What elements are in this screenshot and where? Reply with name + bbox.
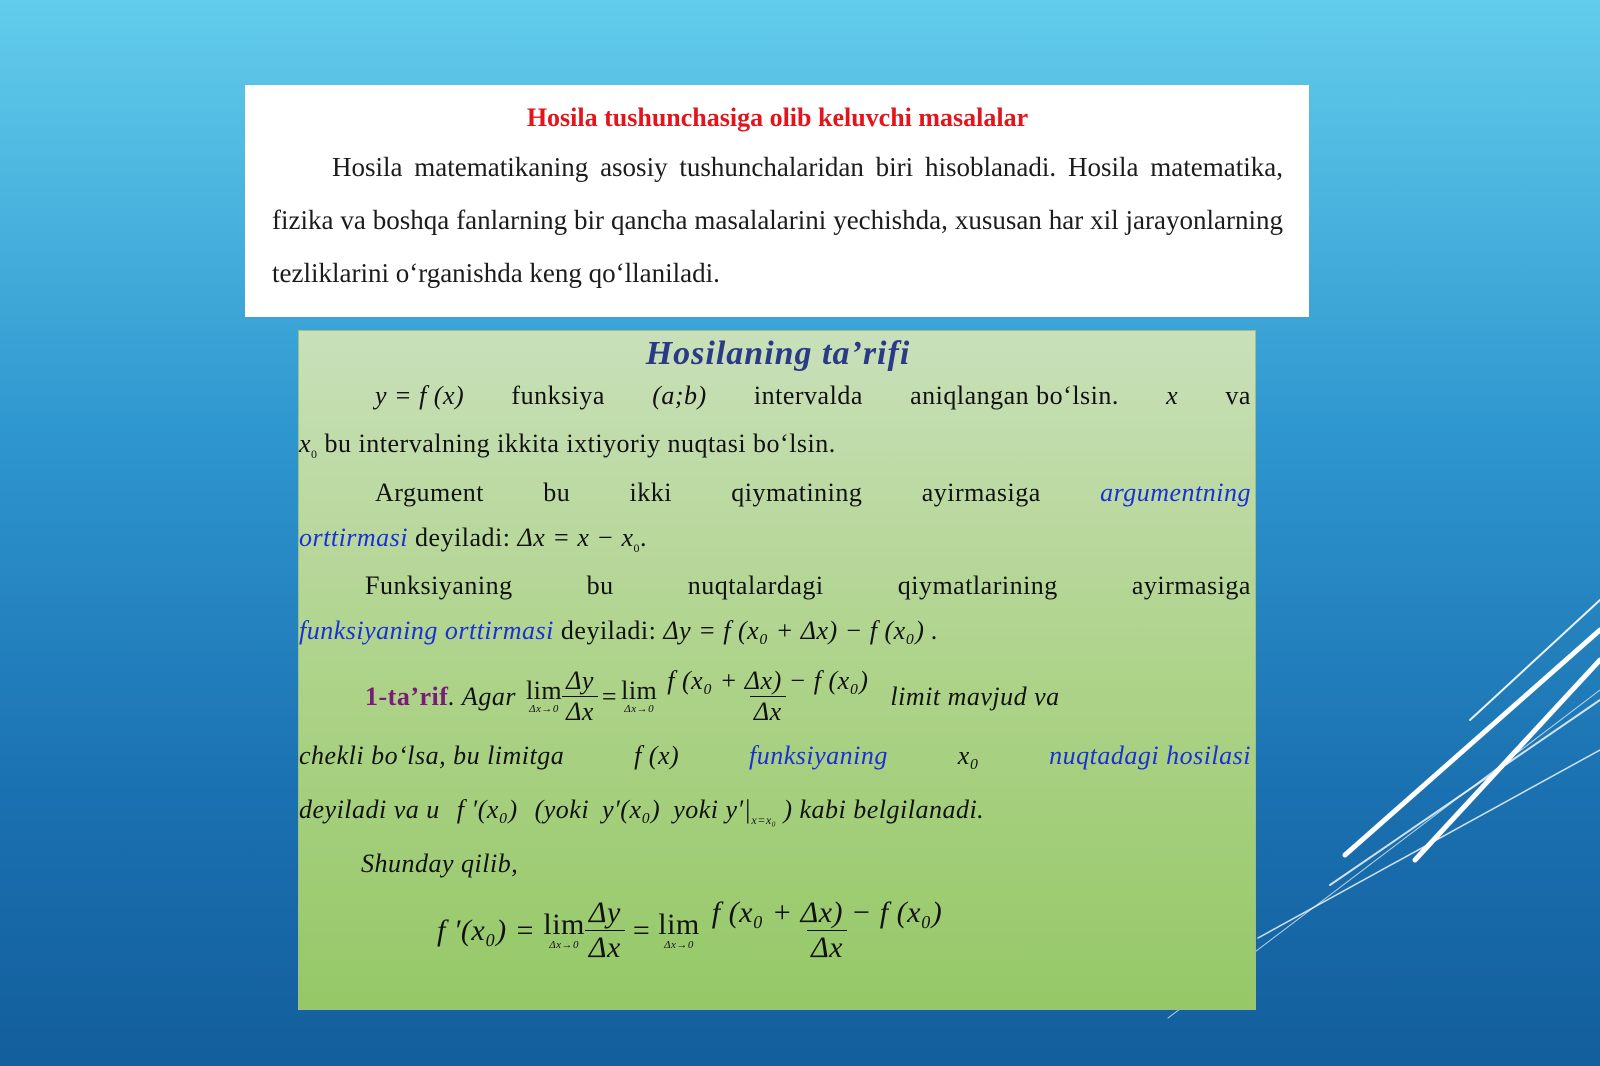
p1-line1	[299, 381, 1255, 411]
p4-line1	[299, 666, 1255, 727]
p5-text: Shunday qilib,	[361, 849, 519, 878]
p3-line2	[299, 616, 1255, 646]
dy-dx-fraction: $\frac{\Delta y}{\Delta x}$	[585, 896, 625, 965]
f-prime-lhs: f ′(x₀) =	[437, 913, 536, 947]
p4-text: (yoki	[534, 795, 590, 824]
derivative-formula	[299, 896, 1255, 965]
p4-tail: limit mavjud va	[890, 681, 1060, 711]
agar-text: . Agar	[448, 681, 516, 711]
argument-term-cont: orttirmasi	[299, 523, 409, 552]
p2-word: bu	[543, 478, 571, 507]
p2-word: Argument	[375, 478, 484, 507]
argument-term: argumentning	[1100, 478, 1251, 507]
intro-panel	[245, 85, 1309, 317]
difference-quotient: $\frac{\text{f (x₀ + Δx) − f (x₀)}}{\Delta x}$	[711, 896, 943, 964]
limit-operator: lim Δx→0	[658, 908, 700, 951]
p4-text: deyiladi va u	[299, 795, 440, 824]
definition-title: Hosilaning ta’rifi	[645, 335, 911, 372]
function-expr: y = f (x)	[375, 381, 465, 410]
f-prime-expr: f ′(x₀)	[456, 795, 518, 824]
delta-y-formula: Δy = f (x₀ + Δx) − f (x₀) .	[663, 616, 939, 645]
difference-quotient: $\frac{\text{f (x₀ + Δx) − f (x₀)}}{\Delta x}$	[667, 666, 869, 726]
p3-word: nuqtalardagi	[687, 571, 824, 600]
dy-dx-fraction: $\frac{\Delta y}{\Delta x}$	[562, 666, 598, 727]
p4-line2	[299, 741, 1255, 771]
y-prime-expr: y′(x₀)	[602, 795, 661, 824]
p1-line2: $x_0$ bu intervalning ikkita ixtiyoriy nuqtasi bo‘lsin.	[299, 429, 836, 462]
function-term: funksiyaning	[749, 741, 888, 770]
p2-line2: orttirmasi deyiladi: $\Delta x = x - x_0$.	[299, 523, 647, 556]
p2-line1	[299, 478, 1255, 508]
p2-word: qiymatining	[731, 478, 863, 507]
p2-rest: deyiladi:	[415, 523, 511, 552]
equals-sign: =	[632, 913, 651, 947]
x-var: x	[1166, 381, 1179, 410]
p3-word: qiymatlarining	[897, 571, 1058, 600]
p4-line3	[299, 795, 1255, 828]
period: .	[640, 523, 647, 552]
p3-rest: deyiladi:	[560, 616, 657, 645]
derivative-term: nuqtadagi hosilasi	[1049, 741, 1251, 770]
delta-x-formula: Δx = x − x	[517, 523, 634, 552]
p4-text: yoki y′|	[673, 795, 752, 824]
p1-word: funksiya	[511, 381, 605, 410]
p4-text: chekli bo‘lsa, bu limitga	[299, 741, 565, 770]
equals-sign: =	[601, 681, 618, 711]
intro-paragraph: Hosila matematikaning asosiy tushunchalaridan biri hisoblanadi. Hosila matematika, fizika va boshqa fanlarning bir qancha masalalarini yechishda, xususan har xil jarayonlarning tezliklarini o‘rganishda keng qo‘llaniladi.	[272, 152, 1283, 288]
limit-operator: lim Δx→0	[621, 676, 658, 715]
eval-subscript: x=x₀	[751, 813, 777, 828]
p2-word: ayirmasiga	[921, 478, 1041, 507]
limit-operator: lim Δx→0	[543, 908, 585, 951]
x0-var: x₀	[957, 741, 980, 770]
p1-word: intervalda	[753, 381, 863, 410]
p4-text: ) kabi belgilanadi.	[783, 795, 985, 824]
p2-word: ikki	[629, 478, 672, 507]
fx-expr: f (x)	[634, 741, 680, 770]
definition-panel	[298, 330, 1256, 1010]
p3-word: bu	[586, 571, 614, 600]
p3-word: Funksiyaning	[365, 571, 513, 600]
definition-label: 1-ta’rif	[365, 681, 449, 711]
p3-line1	[299, 571, 1255, 601]
p1-rest: bu intervalning ikkita ixtiyoriy nuqtasi bo‘lsin.	[324, 429, 836, 458]
p1-word: va	[1225, 381, 1251, 410]
intro-title: Hosila tushunchasiga olib keluvchi masalalar	[526, 103, 1029, 132]
p1-word: aniqlangan bo‘lsin.	[910, 381, 1119, 410]
p3-word: ayirmasiga	[1131, 571, 1251, 600]
limit-operator: lim Δx→0	[525, 676, 563, 715]
function-increment-term: funksiyaning orttirmasi	[299, 616, 554, 645]
x0-var: x	[299, 429, 312, 458]
interval-expr: (a;b)	[652, 381, 707, 410]
